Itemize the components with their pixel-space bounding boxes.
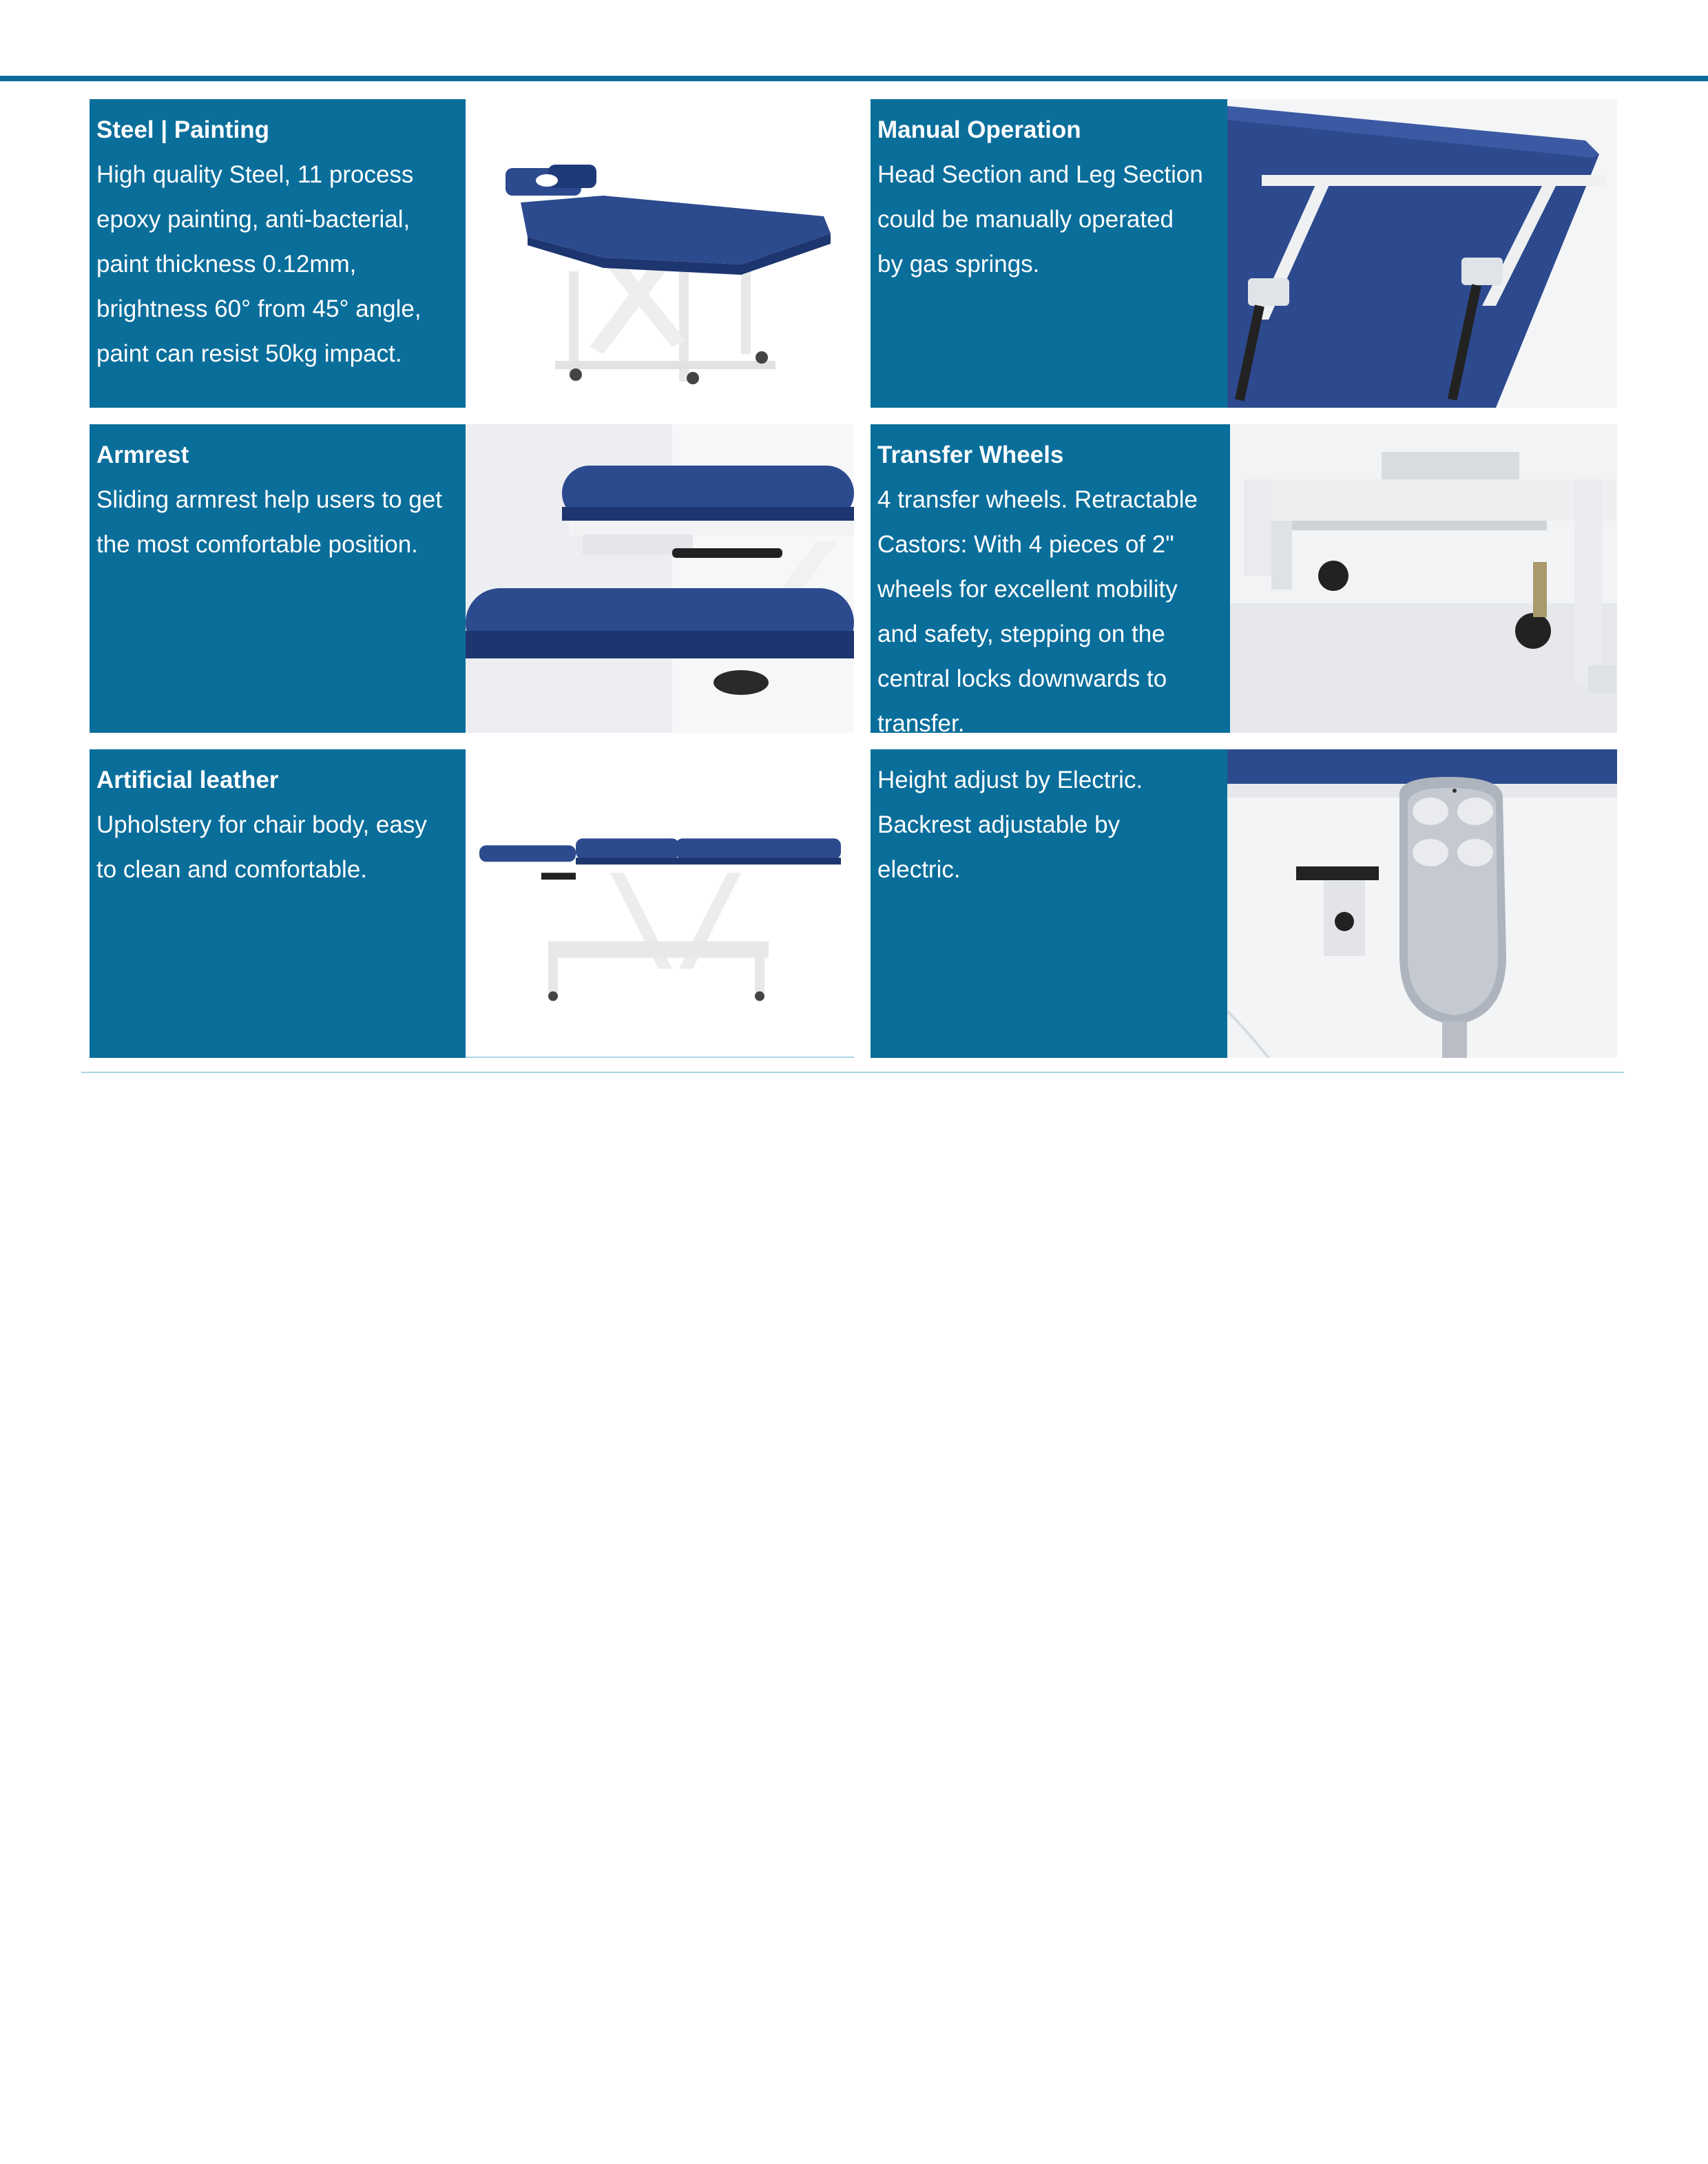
feature-text-panel bbox=[90, 749, 466, 1058]
feature-line: the most comfortable position. bbox=[96, 531, 418, 558]
feature-line: central locks downwards to bbox=[877, 665, 1167, 692]
feature-title: Artificial leather bbox=[96, 767, 279, 793]
feature-line: brightness 60° from 45° angle, bbox=[96, 295, 421, 322]
feature-line: Height adjust by Electric. bbox=[877, 767, 1143, 793]
feature-text-panel bbox=[90, 99, 466, 408]
feature-line: High quality Steel, 11 process bbox=[96, 161, 414, 188]
feature-title: Steel | Painting bbox=[96, 116, 269, 143]
feature-line: Backrest adjustable by bbox=[877, 811, 1121, 838]
feature-text-panel bbox=[871, 749, 1227, 1058]
feature-line: Head Section and Leg Section bbox=[877, 161, 1203, 188]
feature-line: paint can resist 50kg impact. bbox=[96, 340, 402, 367]
armrest-closeup-photo bbox=[466, 424, 854, 733]
feature-line: Upholstery for chair body, easy bbox=[96, 811, 427, 838]
feature-line: wheels for excellent mobility bbox=[877, 576, 1178, 603]
feature-line: Sliding armrest help users to get bbox=[96, 486, 442, 513]
feature-text-panel bbox=[90, 424, 466, 733]
feature-line: transfer. bbox=[877, 710, 965, 737]
feature-line: 4 transfer wheels. Retractable bbox=[877, 486, 1198, 513]
feature-line: paint thickness 0.12mm, bbox=[96, 251, 357, 278]
feature-line: electric. bbox=[877, 856, 961, 883]
feature-card-electric-adjust bbox=[871, 749, 1617, 1058]
feature-line: to clean and comfortable. bbox=[96, 856, 368, 883]
feature-text-panel bbox=[871, 99, 1227, 408]
remote-control-photo bbox=[1227, 749, 1617, 1058]
feature-title: Transfer Wheels bbox=[877, 441, 1064, 468]
feature-card-artificial-leather bbox=[90, 749, 854, 1058]
feature-text-panel bbox=[871, 424, 1230, 737]
feature-line: by gas springs. bbox=[877, 251, 1040, 278]
feature-line: could be manually operated bbox=[877, 206, 1174, 233]
feature-line: and safety, stepping on the bbox=[877, 621, 1165, 647]
gas-spring-closeup-photo bbox=[1227, 99, 1617, 408]
feature-card-transfer-wheels bbox=[871, 424, 1617, 737]
bottom-rule bbox=[81, 1072, 1624, 1073]
feature-line: epoxy painting, anti-bacterial, bbox=[96, 206, 410, 233]
feature-card-manual-operation bbox=[871, 99, 1617, 408]
feature-line: Castors: With 4 pieces of 2" bbox=[877, 531, 1174, 558]
flat-table-photo bbox=[466, 749, 854, 1058]
top-rule bbox=[0, 76, 1708, 81]
massage-table-photo bbox=[466, 99, 854, 408]
feature-title: Armrest bbox=[96, 441, 189, 468]
feature-title: Manual Operation bbox=[877, 116, 1081, 143]
wheel-closeup-photo bbox=[1230, 424, 1617, 733]
feature-card-armrest bbox=[90, 424, 854, 733]
feature-card-steel-painting bbox=[90, 99, 854, 408]
